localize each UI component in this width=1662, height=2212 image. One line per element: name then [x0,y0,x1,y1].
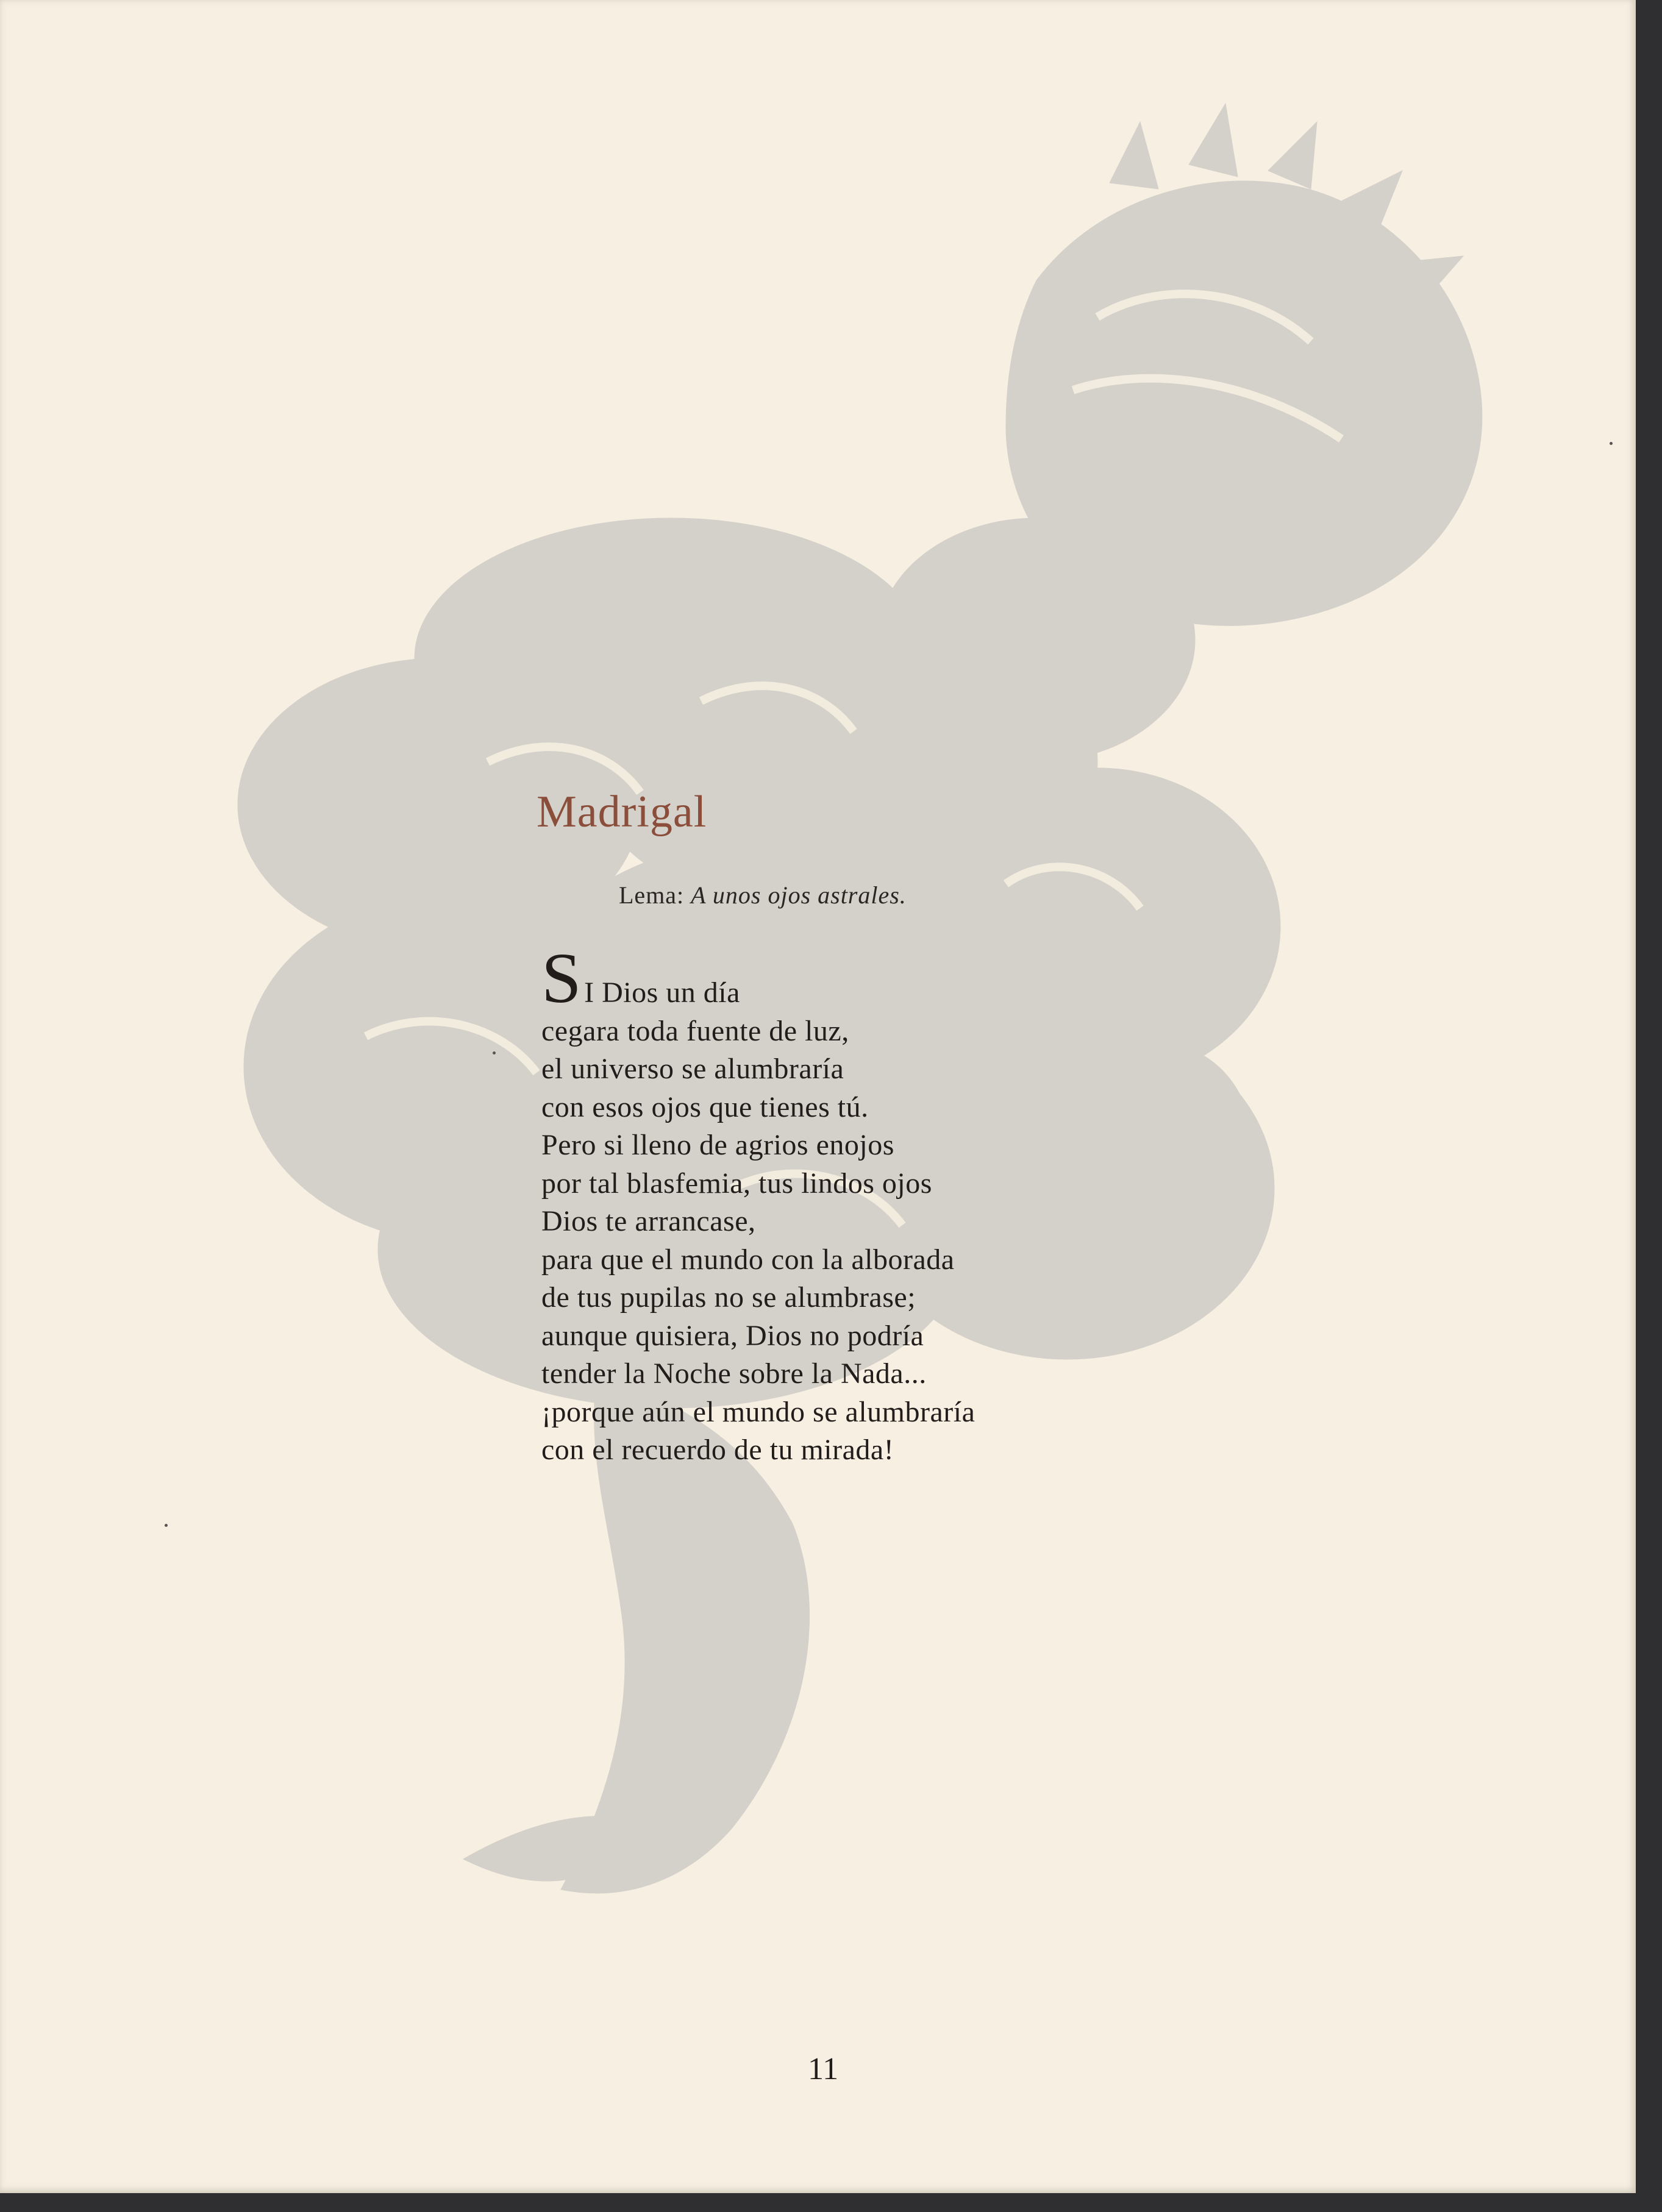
poem-line: ¡porque aún el mundo se alumbraría [541,1395,975,1428]
poem-body [541,938,1212,1470]
poem-line: para que el mundo con la alborada [541,1243,955,1276]
poem-title: Madrigal [537,787,707,837]
scan-background-bottom [0,2193,1662,2212]
poem-line: el universo se alumbraría [541,1053,844,1085]
drop-cap: S [541,938,582,1018]
motto-label: Lema: [619,881,685,909]
motto-text: A unos ojos astrales. [691,881,907,909]
poem-line: tender la Noche sobre la Nada... [541,1357,927,1390]
paper-speck [1610,442,1613,445]
poem-line: cegara toda fuente de luz, [541,1014,849,1047]
poem-line: con esos ojos que tienes tú. [541,1090,869,1123]
poem-motto [619,881,907,909]
poem-line: con el recuerdo de tu mirada! [541,1434,894,1466]
poem-line: aunque quisiera, Dios no podría [541,1319,924,1352]
poem-line: por tal blasfemia, tus lindos ojos [541,1167,932,1200]
poem-line: Dios te arrancase, [541,1205,756,1237]
scan-background-right [1636,0,1662,2212]
paper-speck [165,1524,168,1527]
first-line-text: I Dios un día [584,976,740,1009]
poem-first-line [541,938,1212,1018]
page-number: 11 [808,2052,839,2086]
poem-line: Pero si lleno de agrios enojos [541,1129,894,1161]
poem-line: de tus pupilas no se alumbrase; [541,1281,916,1314]
paper-speck [493,1051,496,1054]
